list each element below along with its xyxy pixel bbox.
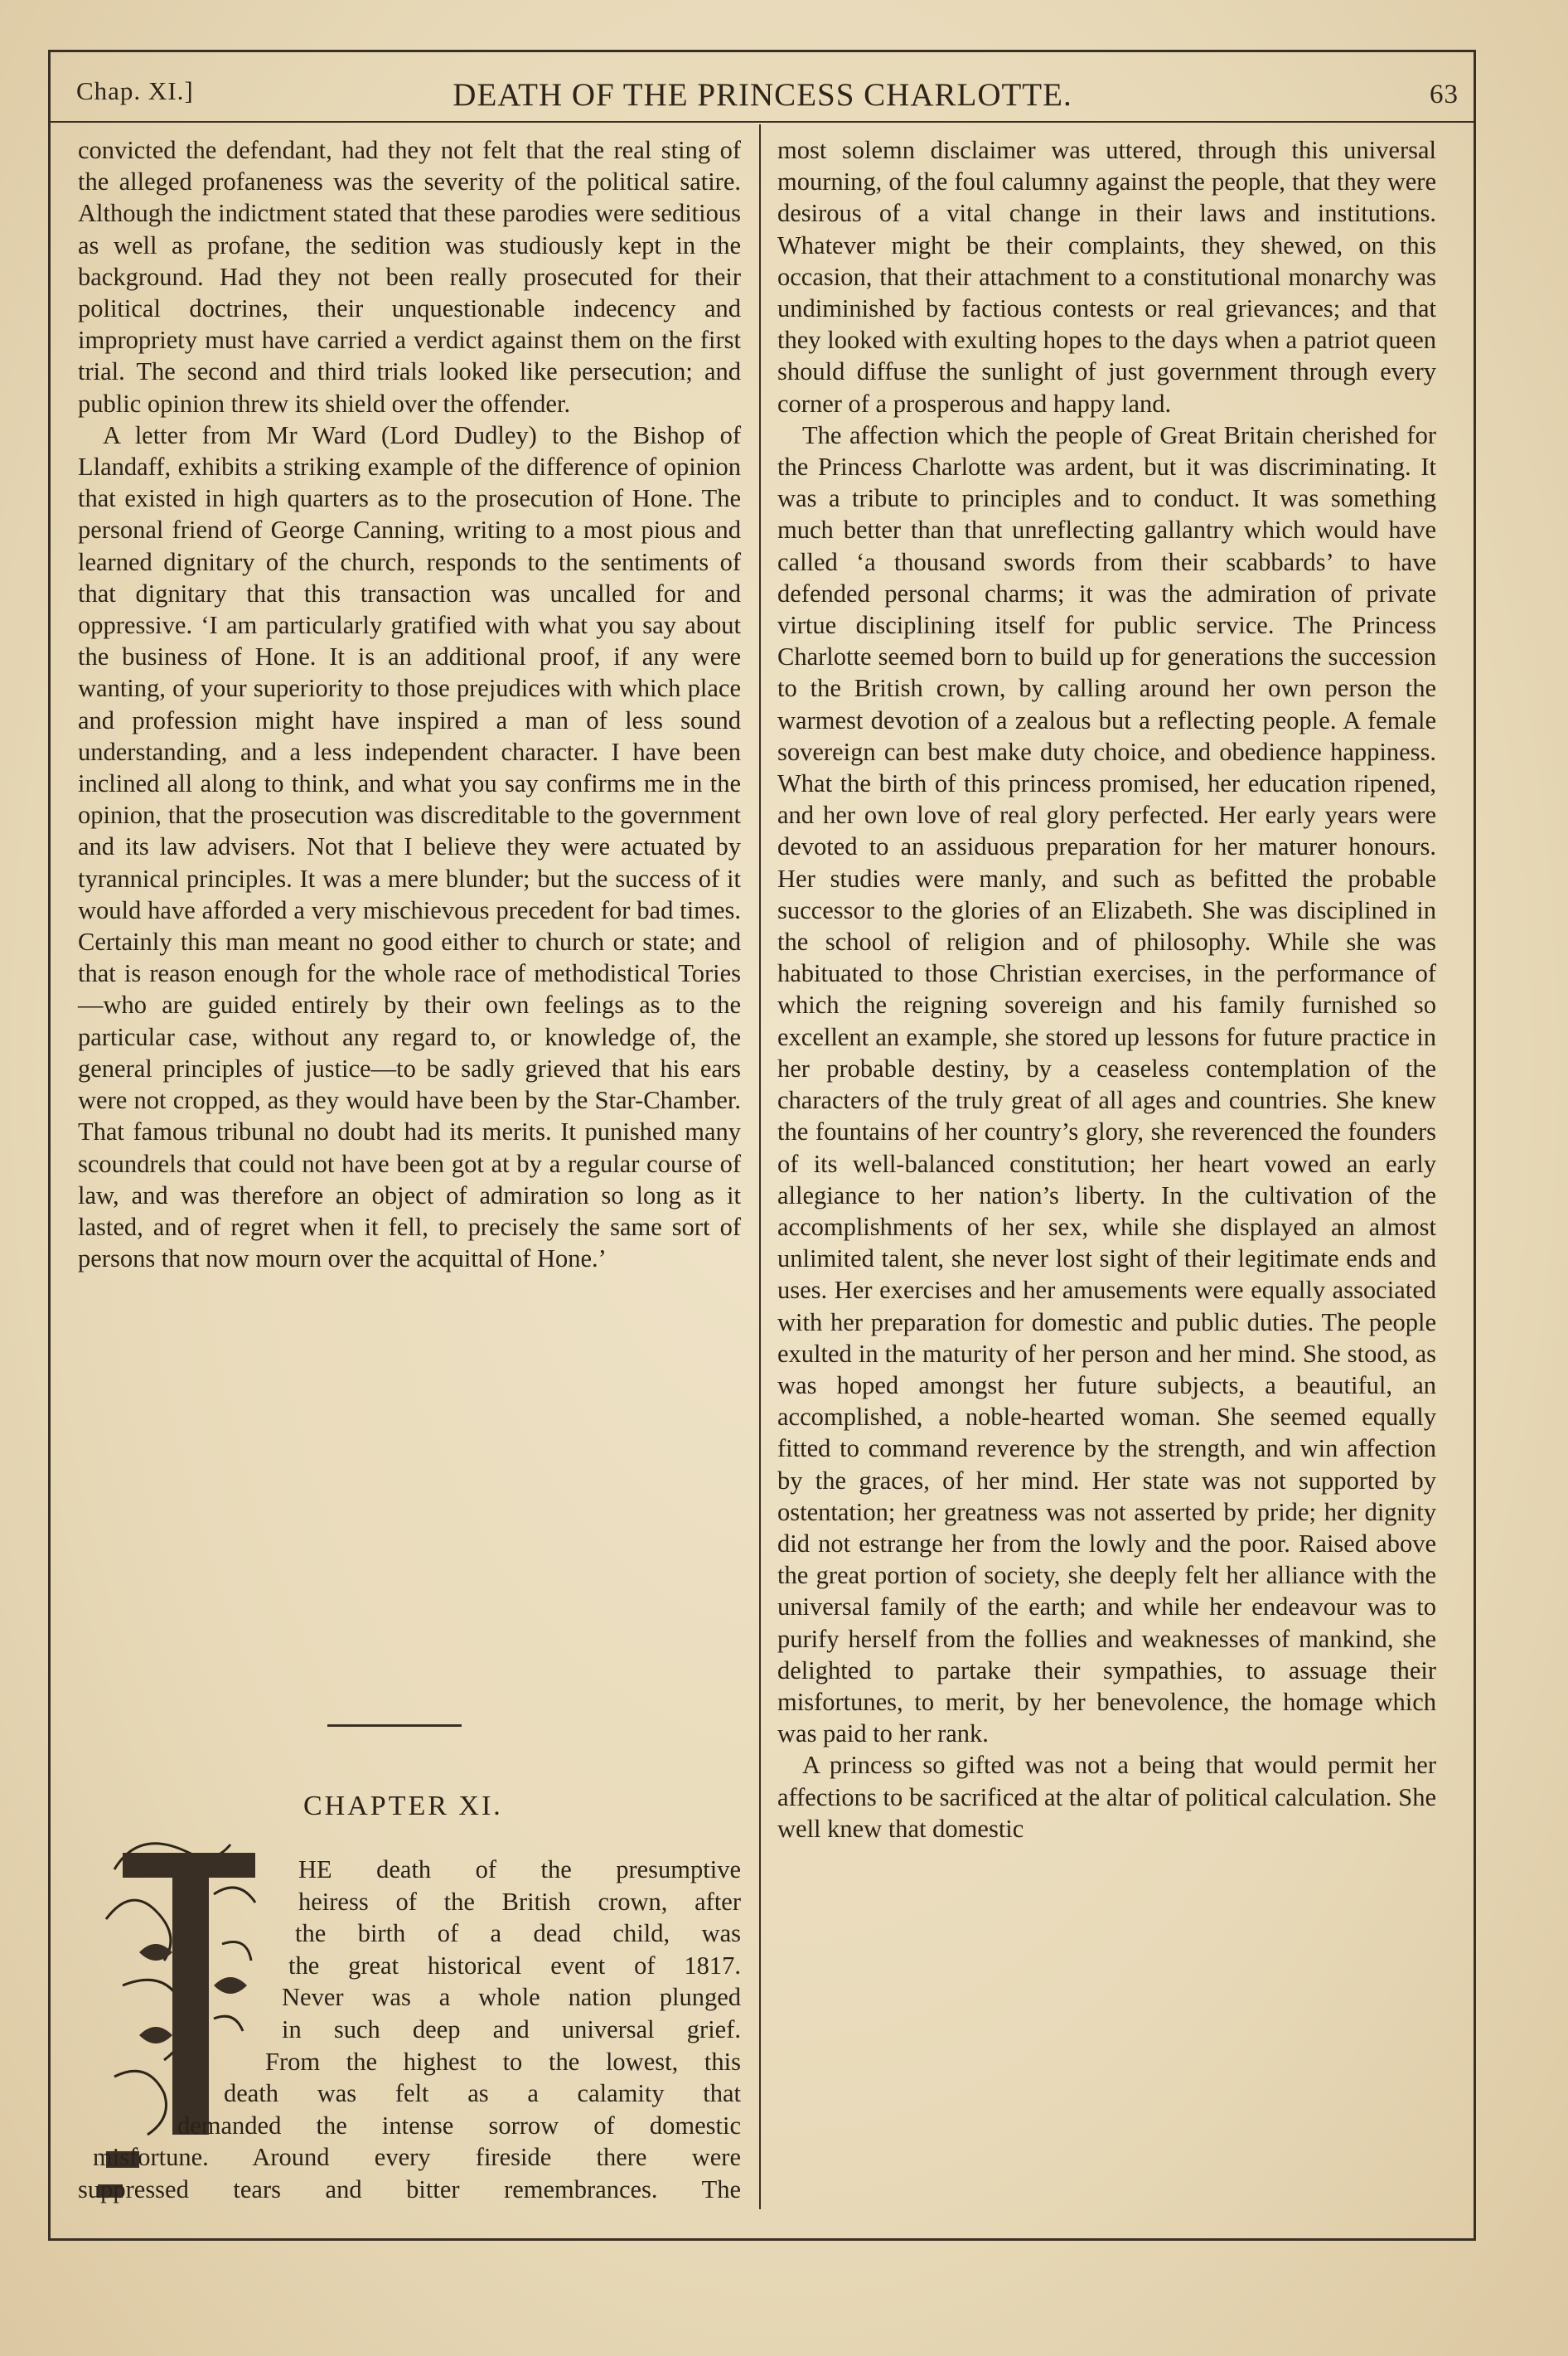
paragraph: A princess so gifted was not a being that would permit her affections to be sacrificed at the altar of political calculation. She well knew that domestic (777, 1751, 1436, 1843)
text-line: the birth of a dead child, was (295, 1919, 741, 1948)
right-column (777, 134, 1436, 1845)
text-line: in such deep and universal grief. (282, 2014, 741, 2043)
right-border (1474, 50, 1476, 2240)
top-border (48, 50, 1475, 52)
text-line: demanded the intense sorrow of domestic (177, 2111, 741, 2140)
page-number: 63 (1430, 80, 1459, 109)
text-line: the great historical event of 1817. (288, 1951, 741, 1980)
text-line: HE death of the presumptive (298, 1855, 741, 1883)
text-line: heiress of the British crown, after (298, 1887, 741, 1916)
paragraph: A letter from Mr Ward (Lord Dudley) to the Bishop of Llandaff, exhibits a striking example of the difference of opinion that existed in high quarters as to the prosecution of Hone. The personal friend of George Canning, writing to a most pious and learned dignitary of the church, responds to the sentiments of that dignitary that this transaction was uncalled for and oppressive. ‘I am particularly gratified with what you say about the business of Hone. It is an additional proof, if any were wanting, of your superiority to those prejudices with which place and profession might have inspired a man of less sound understanding, and a less independent character. I have been inclined all along to think, and what you say confirms me in the opinion, that the prosecution was discreditable to the government and its law advisers. Not that I believe they were actuated by tyrannical principles. It was a mere blunder; but the success of it would have afforded a very mischievous precedent for bad times. Certainly this man meant no good either to church or state; and that is reason enough for the whole race of methodistical Tories—who are guided entirely by their own feelings as to the particular case, without any regard to, or knowledge of, the general principles of justice—to be sadly grieved that his ears were not cropped, as they would have been by the Star-Chamber. That famous tribunal no doubt had its merits. It punished many scoundrels that could not have been got at by a regular course of law, and was therefore an object of admiration so long as it lasted, and of regret when it fell, to precisely the same sort of persons that now mourn over the acquittal of Hone.’ (78, 420, 741, 1273)
chapter-label: Chap. XI.] (76, 76, 194, 105)
column-divider (759, 124, 761, 2209)
text-line: From the highest to the lowest, this (265, 2047, 741, 2076)
text-line: misfortune. Around every fireside there were (93, 2143, 741, 2172)
paragraph: most solemn disclaimer was uttered, through this universal mourning, of the foul calumny against the people, that they were desirous of a vital change in their laws and institutions. Whatever might be their complaints, they shewed, on this occasion, that their attachment to a constitutional monarchy was undiminished by factious contests or real grievances; and that they looked with exulting hopes to the days when a patriot queen should diffuse the sunlight of just government through every corner of a prosperous and happy land. (777, 136, 1436, 418)
running-title: DEATH OF THE PRINCESS CHARLOTTE. (452, 77, 1072, 113)
text-line: death was felt as a calamity that (224, 2079, 741, 2108)
running-header (50, 70, 1475, 119)
paragraph: convicted the defendant, had they not felt that the real sting of the alleged profaneness was the severity of the political satire. Although the indictment stated that these parodies were seditious as well as profane, the sedition was studiously kept in the background. Had they not been really prosecuted for their political doctrines, their unquestionable indecency and impropriety must have carried a verdict against them on the first trial. The second and third trials looked like persecution; and public opinion threw its shield over the offender. (78, 136, 741, 418)
text-line: Never was a whole nation plunged (282, 1983, 741, 2012)
chapter-title: CHAPTER XI. (303, 1791, 503, 1821)
left-column (78, 134, 741, 1274)
svg-text:T: T (176, 1898, 177, 1899)
section-separator (327, 1724, 462, 1727)
text-line: suppressed tears and bitter remembrances. The (78, 2174, 741, 2203)
paragraph: The affection which the people of Great Britain cherished for the Princess Charlotte was ardent, but it was discriminating. It was a tribute to principles and to conduct. It was something much better than that unreflecting gallantry which would have called ‘a thousand swords from their scabbards’ to have defended personal charms; it was the admiration of private virtue disciplining itself for public service. The Princess Charlotte seemed born to build up for generations the succession to the British crown, by calling around her own person the warmest devotion of a zealous but a reflecting people. A female sovereign can best make duty choice, and obedience happiness. What the birth of this princess promised, her education ripened, and her own love of real glory perfected. Her early years were devoted to an assiduous preparation for her maturer honours. Her studies were manly, and such as befitted the probable successor to the glories of an Elizabeth. She was disciplined in the school of religion and of philosophy. While she was habituated to those Christian exercises, in the performance of which the reigning sovereign and his family furnished so excellent an example, she stored up lessons for future practice in her probable destiny, by a ceaseless contemplation of the characters of the truly great of all ages and countries. She knew the fountains of her country’s glory, she reverenced the founders of its well-balanced constitution; her heart vowed an early allegiance to her nation’s liberty. In the cultivation of the accomplishments of her sex, while she displayed an almost unlimited talent, she never lost sight of their legitimate ends and uses. Her exercises and her amusements were equally associated with her preparation for domestic and public duties. The people exulted in the maturity of her person and her mind. She stood, as was hoped amongst her future subjects, a beautiful, an accomplished, a noble-hearted woman. She seemed equally fitted to command reverence by the strength, and win affection by the graces, of her mind. Her state was not supported by ostentation; her greatness was not asserted by pride; her dignity did not estrange her from the lowly and the poor. Raised above the great portion of society, she deeply felt her alliance with the universal family of the earth; and while her endeavour was to purify herself from the follies and weaknesses of mankind, she delighted to partake their sympathies, to assuage their misfortunes, to merit, by her benevolence, the homage which was paid to her rank. (777, 420, 1436, 1748)
chapter-opening-text (78, 1854, 741, 2206)
header-rule (48, 121, 1475, 123)
bottom-border (48, 2238, 1476, 2241)
left-border (48, 50, 51, 2240)
